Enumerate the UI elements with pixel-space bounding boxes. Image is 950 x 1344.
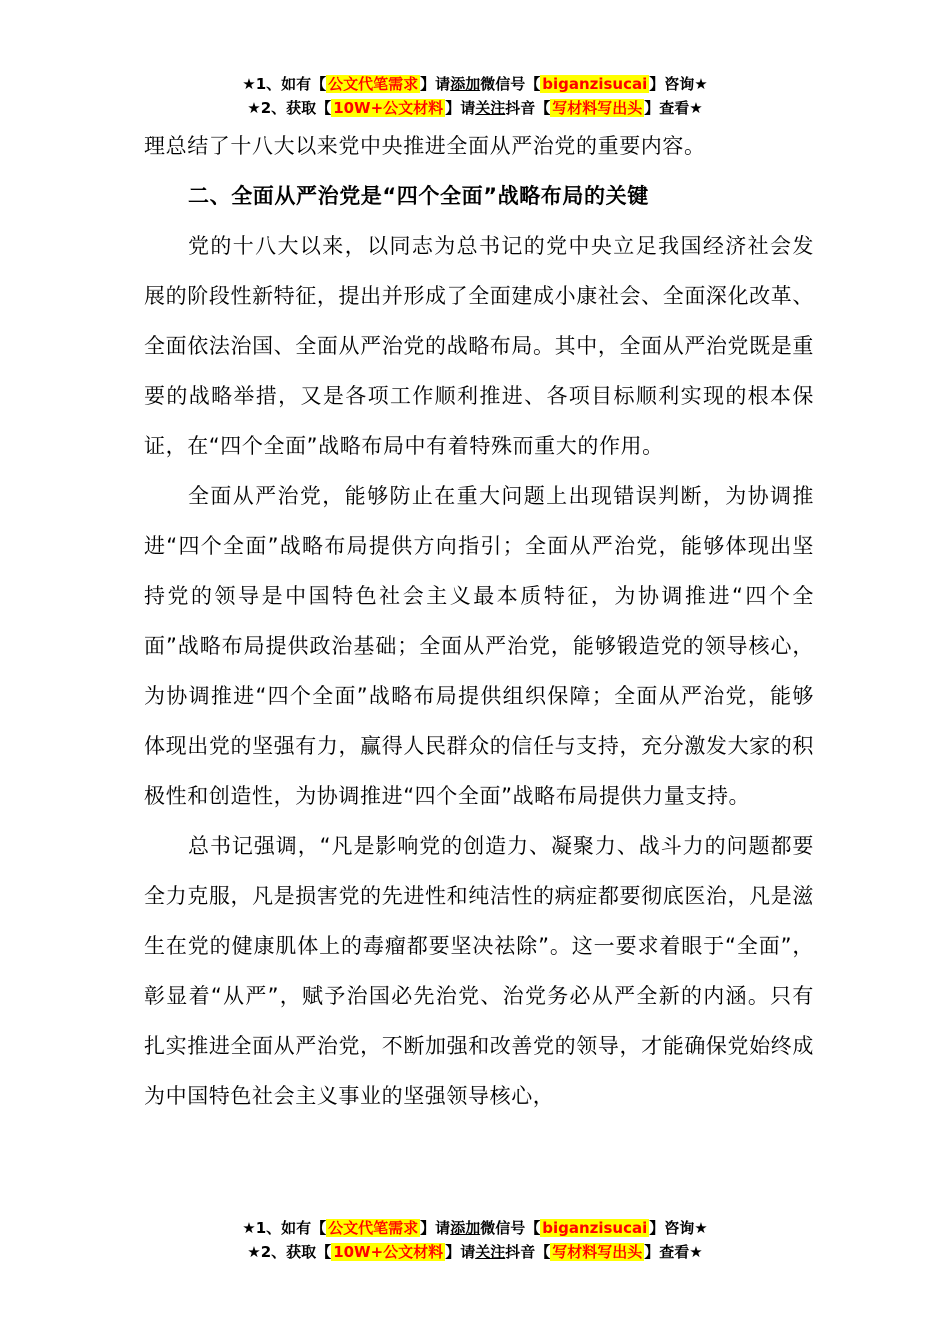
highlight-wechat-id: biganzisucai — [542, 1219, 648, 1237]
highlight-douyin-id: 写材料写出头 — [552, 1243, 643, 1261]
document-body — [144, 121, 814, 1121]
banner-text: 2、获取【 — [260, 99, 332, 117]
banner-line-2 — [0, 96, 950, 120]
banner-text: 】请 — [420, 1219, 451, 1237]
underlined-text: 添加 — [450, 1219, 481, 1237]
paragraph: 全面从严治党，能够防止在重大问题上出现错误判断，为协调推进“四个全面”战略布局提供方向指引；全面从严治党，能够体现出坚持党的领导是中国特色社会主义最本质特征，为协调推进“四个全面”战略布局提供政治基础；全面从严治党，能够锻造党的领导核心，为协调推进“四个全面”战略布局提供组织保障；全面从严治党，能够体现出党的坚强有力，赢得人民群众的信任与支持，充分激发大家的积极性和创造性，为协调推进“四个全面”战略布局提供力量支持。 — [144, 484, 814, 808]
underlined-text: 添加 — [450, 75, 481, 93]
banner-text: 抖音【 — [505, 1243, 551, 1261]
banner-line-1 — [0, 72, 950, 96]
star-icon: ★ — [247, 99, 261, 117]
banner-text: 】请 — [420, 75, 451, 93]
star-icon: ★ — [242, 75, 256, 93]
banner-line-2 — [0, 1240, 950, 1264]
underlined-text: 关注 — [475, 99, 506, 117]
highlight-wechat-id: biganzisucai — [542, 75, 648, 93]
banner-text: 】请 — [445, 99, 476, 117]
bottom-ad-banner — [0, 1216, 950, 1264]
banner-text: 】查看★ — [644, 99, 703, 117]
banner-text: 微信号【 — [480, 75, 541, 93]
highlight-service: 公文代笔需求 — [328, 1219, 419, 1237]
banner-text: 2、获取【 — [260, 1243, 332, 1261]
banner-text: 】请 — [445, 1243, 476, 1261]
paragraph-continuation: 理总结了十八大以来党中央推进全面从严治党的重要内容。 — [144, 134, 706, 158]
highlight-materials: 10W+公文材料 — [333, 99, 444, 117]
banner-text: 】咨询★ — [649, 75, 708, 93]
paragraph: 总书记强调，“凡是影响党的创造力、凝聚力、战斗力的问题都要全力克服，凡是损害党的先进性和纯洁性的病症都要彻底医治，凡是滋生在党的健康肌体上的毒瘤都要坚决祛除”。这一要求着眼于“全面”，彰显着“从严”，赋予治国必先治党、治党务必从严全新的内涵。只有扎实推进全面从严治党，不断加强和改善党的领导，才能确保党始终成为中国特色社会主义事业的坚强领导核心， — [144, 834, 814, 1108]
banner-text: 】查看★ — [644, 1243, 703, 1261]
star-icon: ★ — [247, 1243, 261, 1261]
underlined-text: 关注 — [475, 1243, 506, 1261]
section-heading: 二、全面从严治党是“四个全面”战略布局的关键 — [188, 184, 649, 208]
banner-text: 微信号【 — [480, 1219, 541, 1237]
top-ad-banner — [0, 72, 950, 120]
banner-text: 】咨询★ — [649, 1219, 708, 1237]
banner-line-1 — [0, 1216, 950, 1240]
banner-text: 1、如有【 — [255, 1219, 327, 1237]
highlight-douyin-id: 写材料写出头 — [552, 99, 643, 117]
banner-text: 抖音【 — [505, 99, 551, 117]
highlight-service: 公文代笔需求 — [328, 75, 419, 93]
highlight-materials: 10W+公文材料 — [333, 1243, 444, 1261]
star-icon: ★ — [242, 1219, 256, 1237]
paragraph: 党的十八大以来，以同志为总书记的党中央立足我国经济社会发展的阶段性新特征，提出并形成了全面建成小康社会、全面深化改革、全面依法治国、全面从严治党的战略布局。其中，全面从严治党既是重要的战略举措，又是各项工作顺利推进、各项目标顺利实现的根本保证，在“四个全面”战略布局中有着特殊而重大的作用。 — [144, 234, 814, 458]
banner-text: 1、如有【 — [255, 75, 327, 93]
